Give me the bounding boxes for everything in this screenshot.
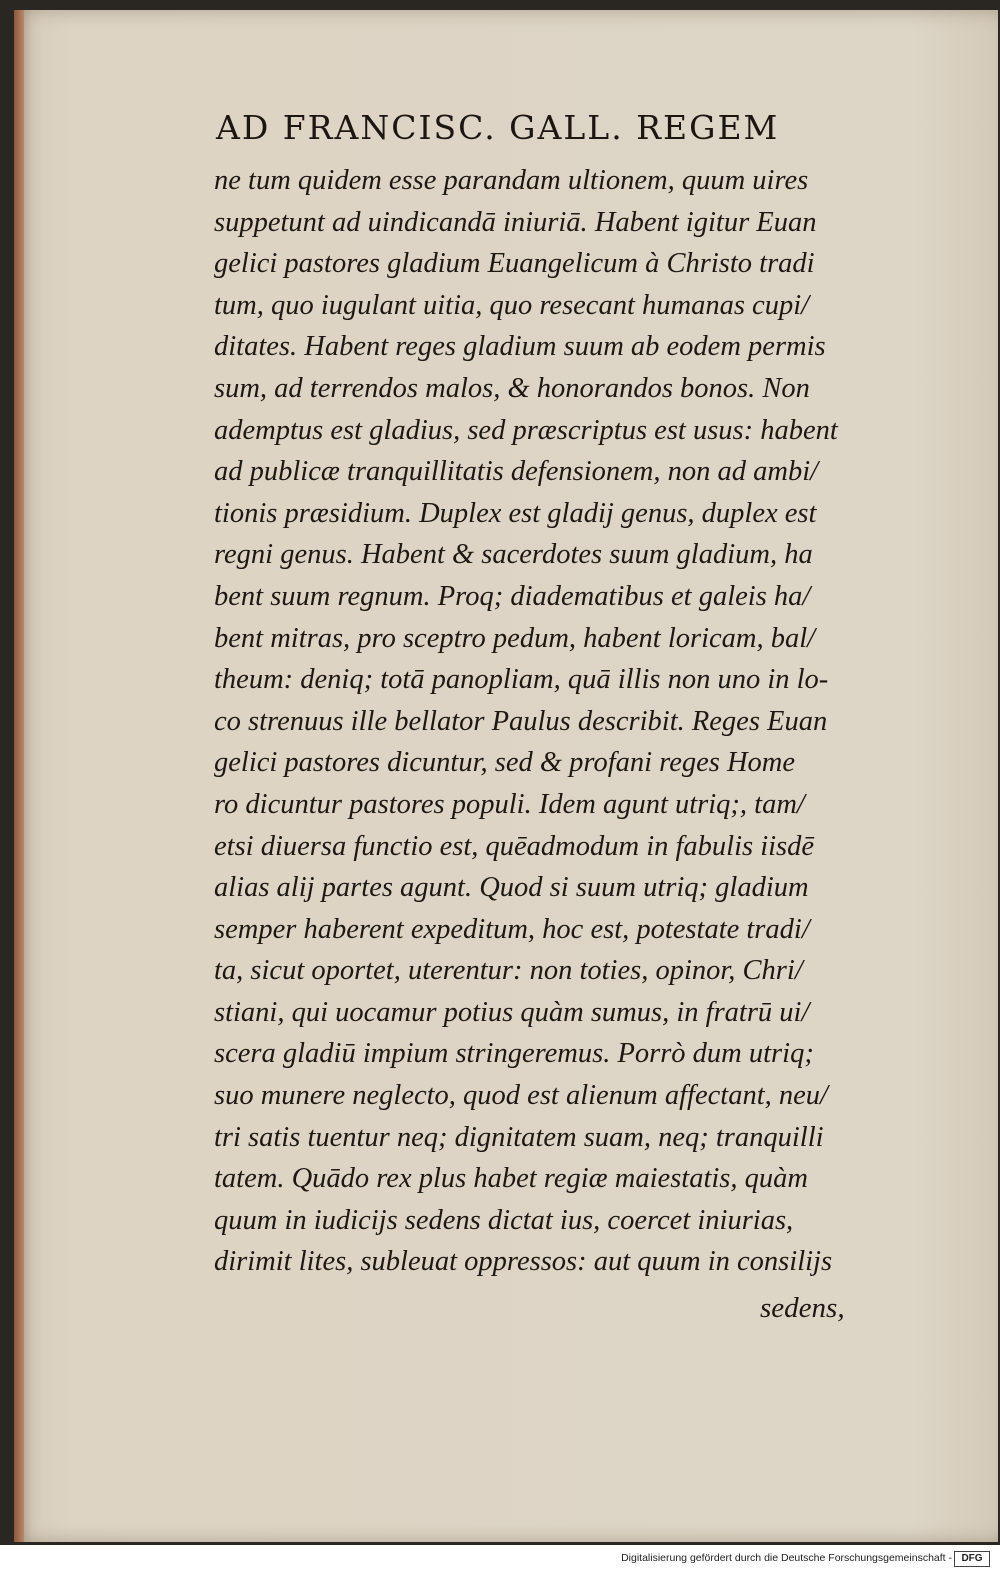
text-line: ad publicæ tranquillitatis defensionem, non ad ambi/ [214,456,819,488]
text-line: gelici pastores gladium Euangelicum à Christo tradi [214,248,815,280]
text-line: co strenuus ille bellator Paulus describit. Reges Euan [214,705,828,737]
text-line: ditates. Habent reges gladium suum ab eodem permis [214,331,826,363]
text-line: stiani, qui uocamur potius quàm sumus, in fratrū ui/ [214,996,810,1028]
text-line: bent mitras, pro sceptro pedum, habent loricam, bal/ [214,622,816,654]
page-binding-edge [14,10,24,1542]
text-line: regni genus. Habent & sacerdotes suum gladium, ha [214,539,813,571]
text-line: ro dicuntur pastores populi. Idem agunt utriq;, tam/ [214,788,805,820]
text-line: ta, sicut oportet, uterentur: non toties, opinor, Chri/ [214,955,803,987]
text-line: tatem. Quādo rex plus habet regiæ maiestatis, quàm [214,1163,808,1195]
text-line: theum: deniq; totā panopliam, quā illis non uno in lo- [214,664,829,696]
catchword: sedens, [760,1292,845,1324]
text-line: tum, quo iugulant uitia, quo resecant humanas cupi/ [214,289,810,321]
running-head: AD FRANCISC. GALL. REGEM [216,108,780,147]
text-line: tri satis tuentur neq; dignitatem suam, neq; tranquilli [214,1121,824,1153]
text-line: alias alij partes agunt. Quod si suum utriq; gladium [214,872,809,904]
dfg-logo-icon: DFG [954,1551,990,1567]
text-line: suppetunt ad uindicandā iniuriā. Habent igitur Euan [214,206,817,238]
funding-credit: Digitalisierung gefördert durch die Deutsche Forschungsgemeinschaft - [621,1552,952,1564]
text-line: tionis præsidium. Duplex est gladij genus, duplex est [214,497,817,529]
text-line: dirimit lites, subleuat oppressos: aut quum in consilijs [214,1246,833,1278]
text-line: etsi diuersa functio est, quēadmodum in fabulis iisdē [214,830,815,862]
text-line: gelici pastores dicuntur, sed & profani reges Home [214,747,796,779]
body-text [214,160,894,1283]
footer-bar [0,1545,1000,1588]
text-line: sum, ad terrendos malos, & honorandos bonos. Non [214,372,810,404]
text-line: ademptus est gladius, sed præscriptus est usus: habent [214,414,838,446]
text-line: scera gladiū impium stringeremus. Porrò dum utriq; [214,1038,814,1070]
text-line: semper haberent expeditum, hoc est, potestate tradi/ [214,913,810,945]
text-line: ne tum quidem esse parandam ultionem, quum uires [214,165,809,196]
text-line: bent suum regnum. Proq; diadematibus et galeis ha/ [214,580,811,612]
text-line: suo munere neglecto, quod est alienum affectant, neu/ [214,1080,828,1112]
text-line: quum in iudicijs sedens dictat ius, coercet iniurias, [214,1204,794,1236]
